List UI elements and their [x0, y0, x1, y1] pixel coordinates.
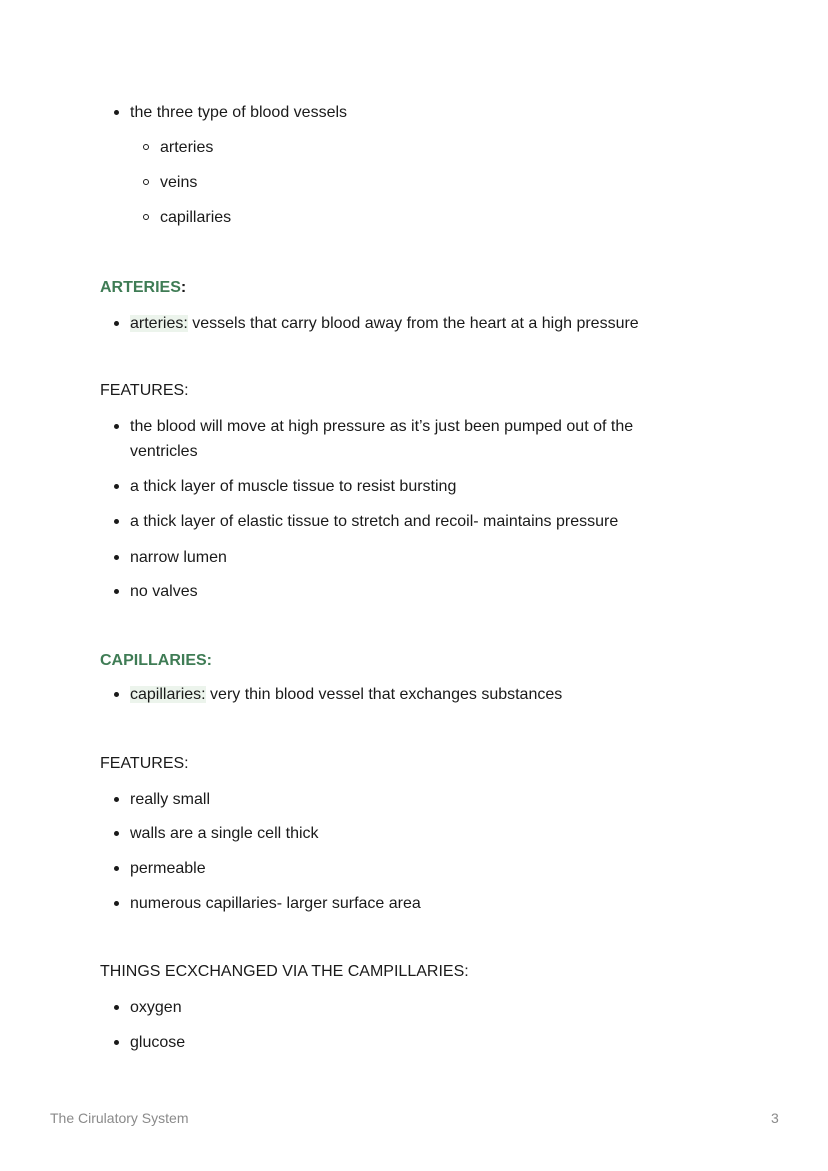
- list-item: [130, 821, 319, 846]
- definition-item: [130, 311, 639, 336]
- sub-list-item: [160, 205, 231, 230]
- features-label: FEATURES:: [100, 755, 189, 772]
- heading-colon: :: [180, 279, 187, 296]
- hollow-bullet-icon: [143, 214, 149, 220]
- list-item: [130, 509, 618, 534]
- list-item-text: narrow lumen: [130, 549, 227, 566]
- list-item: [130, 787, 210, 812]
- list-item-text: oxygen: [130, 999, 182, 1016]
- list-item: [130, 474, 456, 499]
- list-item: [130, 891, 421, 916]
- features-label: FEATURES:: [100, 382, 189, 399]
- heading-text: ARTERIES: [100, 279, 181, 296]
- definition-text: very thin blood vessel that exchanges substances: [205, 686, 563, 703]
- list-item-text: walls are a single cell thick: [130, 825, 319, 842]
- list-item: [130, 856, 206, 881]
- list-item-text: the three type of blood vessels: [130, 104, 348, 121]
- page-number: 3: [771, 1110, 779, 1126]
- bullet-icon: [114, 519, 119, 524]
- list-item-text: a thick layer of muscle tissue to resist bursting: [130, 478, 457, 495]
- list-item-text: ventricles: [130, 443, 198, 460]
- list-item-text: permeable: [130, 860, 206, 877]
- list-item: [130, 1030, 185, 1055]
- list-item: [130, 414, 633, 439]
- bullet-icon: [114, 797, 119, 802]
- list-item-continuation: [130, 439, 198, 464]
- bullet-icon: [114, 321, 119, 326]
- bullet-icon: [114, 555, 119, 560]
- section-heading-arteries: [100, 278, 186, 298]
- sub-list-item: [160, 135, 213, 160]
- hollow-bullet-icon: [143, 144, 149, 150]
- bullet-icon: [114, 424, 119, 429]
- bullet-icon: [114, 484, 119, 489]
- bullet-icon: [114, 110, 119, 115]
- footer-title: The Cirulatory System: [50, 1110, 189, 1126]
- highlighted-term: capillaries:: [130, 686, 206, 703]
- exchange-label: THINGS ECXCHANGED VIA THE CAMPILLARIES:: [100, 963, 469, 980]
- section-heading-capillaries: CAPILLARIES:: [100, 652, 212, 669]
- list-item: [130, 545, 227, 570]
- bullet-icon: [114, 589, 119, 594]
- list-item-text: veins: [160, 174, 198, 191]
- bullet-icon: [114, 866, 119, 871]
- bullet-icon: [114, 1005, 119, 1010]
- list-item: [130, 100, 347, 125]
- highlighted-term: arteries:: [130, 315, 188, 332]
- list-item-text: really small: [130, 791, 211, 808]
- bullet-icon: [114, 901, 119, 906]
- sub-list-item: [160, 170, 197, 195]
- list-item-text: glucose: [130, 1034, 186, 1051]
- list-item-text: a thick layer of elastic tissue to stretch and recoil- maintains pressure: [130, 513, 619, 530]
- list-item-text: no valves: [130, 583, 198, 600]
- list-item: [130, 579, 198, 604]
- bullet-icon: [114, 692, 119, 697]
- list-item: [130, 995, 182, 1020]
- list-item-text: the blood will move at high pressure as it’s just been pumped out of the: [130, 418, 634, 435]
- definition-text: vessels that carry blood away from the heart at a high pressure: [187, 315, 639, 332]
- list-item-text: arteries: [160, 139, 214, 156]
- definition-item: [130, 682, 562, 707]
- list-item-text: numerous capillaries- larger surface area: [130, 895, 421, 912]
- list-item-text: capillaries: [160, 209, 232, 226]
- bullet-icon: [114, 831, 119, 836]
- hollow-bullet-icon: [143, 179, 149, 185]
- bullet-icon: [114, 1040, 119, 1045]
